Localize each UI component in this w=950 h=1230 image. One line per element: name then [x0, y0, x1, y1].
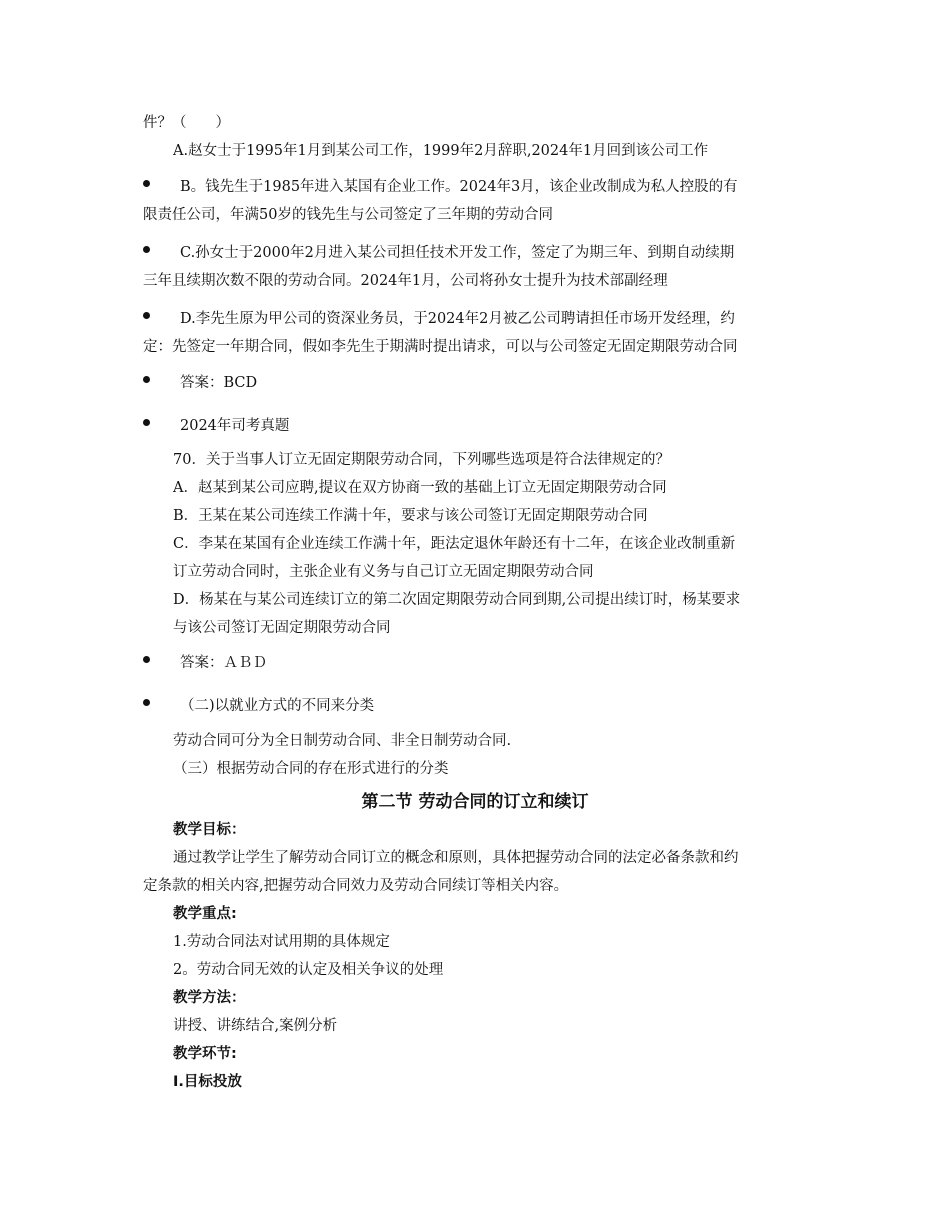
option-d-line1: D.李先生原为甲公司的资深业务员，于2024年2月被乙公司聘请担任市场开发经理，约 — [180, 311, 735, 327]
bullet — [143, 699, 150, 706]
answer-2: 答案：ＡＢＤ — [180, 655, 267, 671]
bullet — [143, 419, 150, 426]
bullet — [143, 376, 150, 383]
goal-text-line2: 定条款的相关内容,把握劳动合同效力及劳动合同续订等相关内容。 — [143, 878, 569, 894]
category-2-heading: （二)以就业方式的不同来分类 — [180, 698, 375, 714]
option-c-line2: 三年且续期次数不限的劳动合同。2024年1月，公司将孙女士提升为技术部副经理 — [143, 273, 668, 289]
section-title: 第二节 劳动合同的订立和续订 — [361, 792, 589, 812]
q70-option-d-line2: 与该公司签订无固定期限劳动合同 — [173, 620, 391, 636]
bullet — [143, 246, 150, 253]
bullet — [143, 656, 150, 663]
option-d-line2: 定：先签定一年期合同，假如李先生于期满时提出请求，可以与公司签定无固定期限劳动合同 — [143, 339, 738, 355]
answer-1: 答案：BCD — [180, 375, 258, 391]
focus-item-2: 2。劳动合同无效的认定及相关争议的处理 — [173, 962, 444, 978]
option-b-line1: B。钱先生于1985年进入某国有企业工作。2024年3月，该企业改制成为私人控股的有 — [180, 179, 738, 195]
method-text: 讲授、讲练结合,案例分析 — [173, 1018, 338, 1034]
q70-option-c-line2: 订立劳动合同时，主张企业有义务与自己订立无固定期限劳动合同 — [173, 564, 594, 580]
option-b-line2: 限责任公司，年满50岁的钱先生与公司签定了三年期的劳动合同 — [143, 207, 553, 223]
q70-option-d-line1: D．杨某在与某公司连续订立的第二次固定期限劳动合同到期,公司提出续订时，杨某要求 — [173, 592, 741, 608]
bullet — [143, 312, 150, 319]
q70-option-b: B．王某在某公司连续工作满十年，要求与该公司签订无固定期限劳动合同 — [173, 508, 648, 524]
step-label: 教学环节: — [173, 1046, 237, 1062]
goal-label: 教学目标： — [173, 822, 246, 838]
focus-item-1: 1.劳动合同法对试用期的具体规定 — [173, 934, 390, 950]
goal-text-line1: 通过教学让学生了解劳动合同订立的概念和原则，具体把握劳动合同的法定必备条款和约 — [173, 850, 739, 866]
category-3-heading: （三）根据劳动合同的存在形式进行的分类 — [173, 761, 449, 777]
option-c-line1: C.孙女士于2000年2月进入某公司担任技术开发工作，签定了为期三年、到期自动续期 — [180, 245, 735, 261]
bullet — [143, 180, 150, 187]
option-a: A.赵女士于1995年1月到某公司工作，1999年2月辞职,2024年1月回到该公司工作 — [173, 143, 709, 159]
focus-label: 教学重点: — [173, 906, 237, 922]
q70-option-a: A．赵某到某公司应聘,提议在双方协商一致的基础上订立无固定期限劳动合同 — [173, 480, 667, 496]
question-continuation: 件？（ ） — [143, 115, 230, 131]
q70-option-c-line1: C．李某在某国有企业连续工作满十年，距法定退休年龄还有十二年，在该企业改制重新 — [173, 536, 736, 552]
question-70: 70．关于当事人订立无固定期限劳动合同，下列哪些选项是符合法律规定的？ — [173, 452, 670, 468]
category-2-text: 劳动合同可分为全日制劳动合同、非全日制劳动合同. — [173, 733, 512, 749]
method-label: 教学方法： — [173, 990, 246, 1006]
step-item-1: I.目标投放 — [173, 1074, 242, 1090]
exam-year-heading: 2024年司考真题 — [180, 418, 290, 434]
